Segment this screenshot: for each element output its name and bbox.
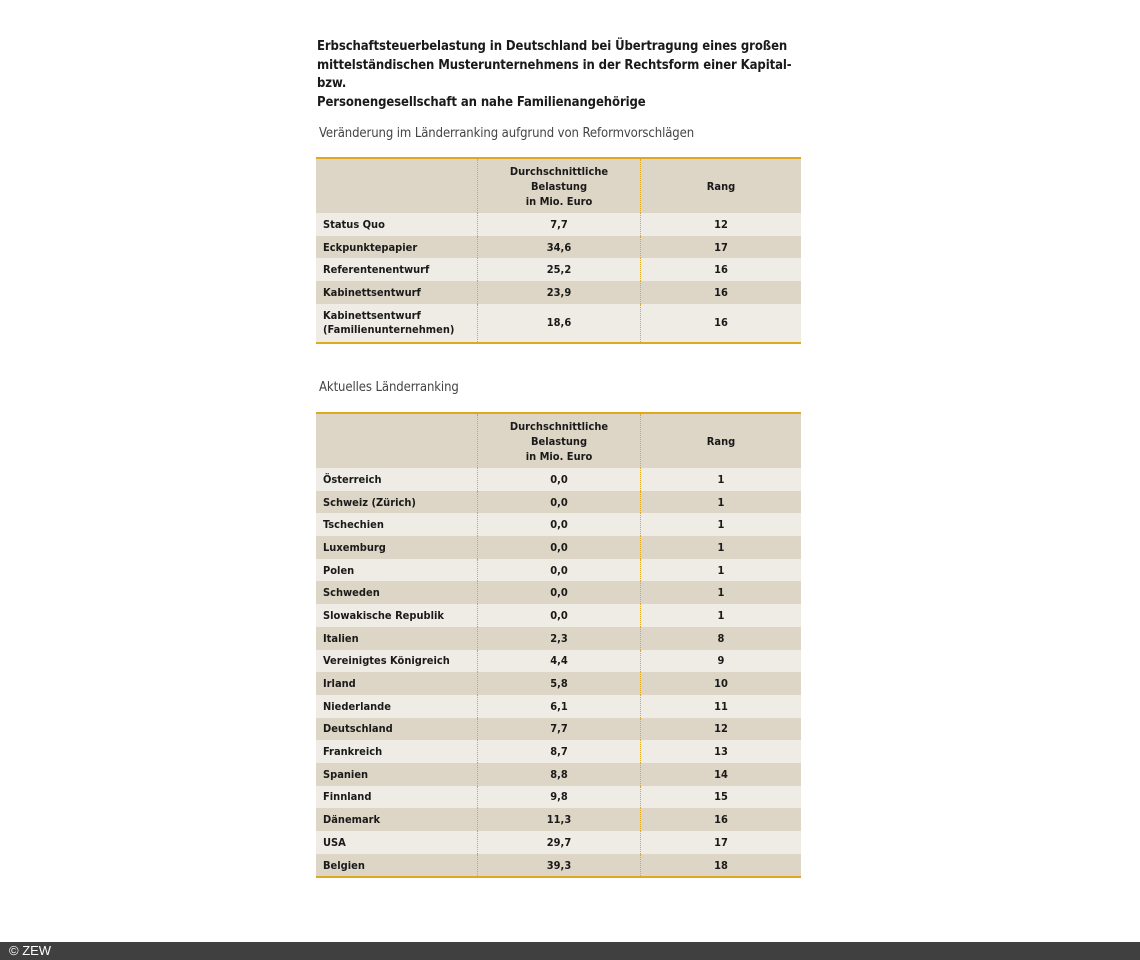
- header-burden: [478, 158, 641, 213]
- row-label: [316, 304, 478, 343]
- row-label: [316, 513, 478, 536]
- burden-value: 0,0: [478, 513, 641, 536]
- row-label: [316, 627, 478, 650]
- row-label: [316, 581, 478, 604]
- row-label-text: Belgien: [323, 858, 365, 872]
- current-ranking-table: [316, 412, 801, 878]
- rank-value: 1: [641, 536, 802, 559]
- table-row: [316, 672, 801, 695]
- rank-value: 10: [641, 672, 802, 695]
- row-label-text: Spanien: [323, 767, 369, 781]
- row-label: [316, 786, 478, 809]
- row-label-text: Kabinettsentwurf: [323, 308, 421, 322]
- rank-value: 14: [641, 763, 802, 786]
- table-row: [316, 604, 801, 627]
- rank-value: 15: [641, 786, 802, 809]
- page-title: [317, 38, 797, 112]
- burden-value: 8,7: [478, 740, 641, 763]
- row-label: [316, 468, 478, 491]
- row-label-text: (Familienunternehmen): [323, 322, 455, 336]
- row-label-text: Schweden: [323, 586, 380, 600]
- reform-ranking-table: [316, 157, 801, 344]
- header-rank: Rang: [641, 413, 802, 468]
- burden-value: 0,0: [478, 604, 641, 627]
- copyright-text: © ZEW: [9, 943, 52, 958]
- rank-value: 16: [641, 281, 802, 304]
- row-label-text: Polen: [323, 563, 355, 577]
- row-label: [316, 213, 478, 236]
- burden-value: 25,2: [478, 258, 641, 281]
- table-row: [316, 854, 801, 878]
- burden-value: 11,3: [478, 808, 641, 831]
- row-label-text: Italien: [323, 631, 359, 645]
- row-label-text: Frankreich: [323, 745, 383, 759]
- table-header-row: [316, 158, 801, 213]
- row-label-text: Eckpunktepapier: [323, 240, 418, 254]
- row-label: [316, 559, 478, 582]
- row-label-text: Österreich: [323, 472, 382, 486]
- header-line: Durchschnittliche: [509, 419, 609, 433]
- title-line: mittelständischen Musterunternehmens in der Rechtsform einer Kapital- bzw.: [317, 57, 792, 91]
- burden-value: 4,4: [478, 650, 641, 673]
- table-row: [316, 513, 801, 536]
- burden-value: 23,9: [478, 281, 641, 304]
- table-row: [316, 650, 801, 673]
- rank-value: 1: [641, 604, 802, 627]
- burden-value: 0,0: [478, 581, 641, 604]
- row-label-text: Referentenentwurf: [323, 263, 430, 277]
- burden-value: 18,6: [478, 304, 641, 343]
- rank-value: 12: [641, 213, 802, 236]
- row-label: [316, 236, 478, 259]
- rank-value: 1: [641, 468, 802, 491]
- rank-value: 13: [641, 740, 802, 763]
- rank-value: 9: [641, 650, 802, 673]
- row-label-text: Irland: [323, 677, 356, 691]
- row-label-text: USA: [323, 835, 346, 849]
- row-label-text: Status Quo: [323, 217, 385, 231]
- burden-value: 7,7: [478, 718, 641, 741]
- row-label-text: Niederlande: [323, 699, 391, 713]
- rank-value: 12: [641, 718, 802, 741]
- row-label: [316, 718, 478, 741]
- table-row: [316, 763, 801, 786]
- row-label: [316, 831, 478, 854]
- header-line: in Mio. Euro: [525, 449, 593, 463]
- rank-value: 16: [641, 808, 802, 831]
- title-line: Erbschaftsteuerbelastung in Deutschland bei Übertragung eines großen: [317, 39, 788, 54]
- row-label-text: Finnland: [323, 790, 372, 804]
- rank-value: 1: [641, 559, 802, 582]
- rank-value: 16: [641, 258, 802, 281]
- row-label: [316, 808, 478, 831]
- footer-bar: [0, 942, 1140, 960]
- row-label: [316, 672, 478, 695]
- burden-value: 29,7: [478, 831, 641, 854]
- table-row: [316, 740, 801, 763]
- row-label-text: Schweiz (Zürich): [323, 495, 416, 509]
- burden-value: 34,6: [478, 236, 641, 259]
- header-label: [316, 413, 478, 468]
- table-row: [316, 581, 801, 604]
- header-burden: [478, 413, 641, 468]
- header-rank: Rang: [641, 158, 802, 213]
- table-row: [316, 536, 801, 559]
- table-row: [316, 627, 801, 650]
- row-label: [316, 536, 478, 559]
- row-label: [316, 258, 478, 281]
- row-label: [316, 491, 478, 514]
- table-row: [316, 304, 801, 343]
- burden-value: 7,7: [478, 213, 641, 236]
- row-label-text: Kabinettsentwurf: [323, 285, 421, 299]
- table-row: [316, 559, 801, 582]
- table-row: [316, 236, 801, 259]
- table-row: [316, 491, 801, 514]
- header-line: Belastung: [530, 179, 588, 193]
- table-row: [316, 808, 801, 831]
- rank-value: 18: [641, 854, 802, 878]
- table-row: [316, 468, 801, 491]
- rank-value: 11: [641, 695, 802, 718]
- row-label-text: Slowakische Republik: [323, 608, 444, 622]
- rank-value: 1: [641, 491, 802, 514]
- header-line: Durchschnittliche: [509, 164, 609, 178]
- row-label-text: Dänemark: [323, 813, 381, 827]
- rank-value: 1: [641, 513, 802, 536]
- title-line: Personengesellschaft an nahe Familienangehörige: [317, 94, 646, 110]
- rank-value: 16: [641, 304, 802, 343]
- row-label-text: Luxemburg: [323, 540, 386, 554]
- table-row: [316, 695, 801, 718]
- rank-value: 17: [641, 831, 802, 854]
- burden-value: 6,1: [478, 695, 641, 718]
- table-header-row: [316, 413, 801, 468]
- burden-value: 2,3: [478, 627, 641, 650]
- burden-value: 0,0: [478, 491, 641, 514]
- burden-value: 0,0: [478, 559, 641, 582]
- row-label-text: Deutschland: [323, 722, 393, 736]
- section-title-reform: Veränderung im Länderranking aufgrund von Reformvorschlägen: [319, 126, 695, 141]
- table-row: [316, 718, 801, 741]
- header-line: in Mio. Euro: [525, 194, 593, 208]
- rank-value: 17: [641, 236, 802, 259]
- burden-value: 8,8: [478, 763, 641, 786]
- row-label: [316, 763, 478, 786]
- row-label: [316, 854, 478, 878]
- row-label: [316, 281, 478, 304]
- table-row: [316, 786, 801, 809]
- row-label: [316, 604, 478, 627]
- header-line: Belastung: [530, 434, 588, 448]
- burden-value: 39,3: [478, 854, 641, 878]
- section-title-current: Aktuelles Länderranking: [319, 380, 459, 395]
- row-label: [316, 650, 478, 673]
- row-label-text: Tschechien: [323, 518, 384, 532]
- burden-value: 0,0: [478, 536, 641, 559]
- row-label: [316, 695, 478, 718]
- row-label-text: Vereinigtes Königreich: [323, 654, 450, 668]
- header-label: [316, 158, 478, 213]
- row-label: [316, 740, 478, 763]
- table-row: [316, 831, 801, 854]
- burden-value: 5,8: [478, 672, 641, 695]
- burden-value: 9,8: [478, 786, 641, 809]
- rank-value: 8: [641, 627, 802, 650]
- table-row: [316, 258, 801, 281]
- table-row: [316, 213, 801, 236]
- burden-value: 0,0: [478, 468, 641, 491]
- rank-value: 1: [641, 581, 802, 604]
- table-row: [316, 281, 801, 304]
